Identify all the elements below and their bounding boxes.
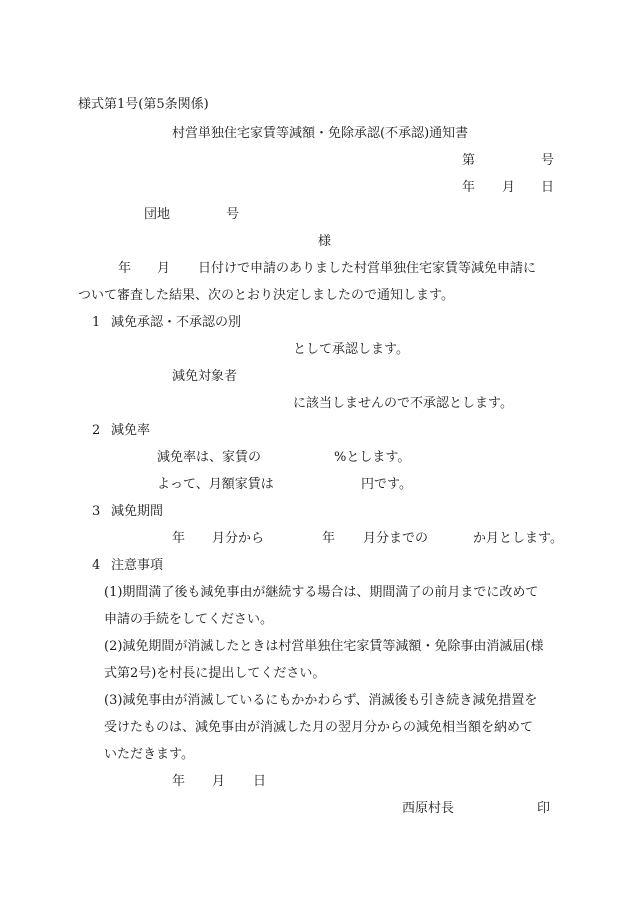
section2-number: 2 [92, 423, 101, 438]
footer-date-year: 年 [172, 774, 186, 789]
note3-line2: 受けたものは、減免事由が消滅した月の翌月分からの減免相当額を納めて [104, 720, 534, 735]
period-months: か月とします。 [473, 531, 563, 546]
section1-heading: 減免承認・不承認の別 [111, 315, 242, 330]
section1-rejected-text: に該当しませんので不承認とします。 [293, 396, 513, 411]
section4-heading: 注意事項 [111, 558, 164, 573]
rent-suffix: 円です。 [361, 477, 412, 492]
doc-number-prefix: 第 [462, 153, 476, 168]
intro-line2: ついて審査した結果、次のとおり決定しましたので通知します。 [78, 288, 454, 303]
note2-line2: 式第2号)を村長に提出してください。 [104, 666, 326, 681]
note1-line2: 申請の手続をしてください。 [104, 612, 274, 627]
rent-prefix: よって、月額家賃は [157, 477, 274, 492]
recipient-sama: 様 [318, 234, 332, 249]
section3-heading: 減免期間 [111, 504, 164, 519]
intro-line1: 日付けで申請のありました村営単独住宅家賃等減免申請に [198, 261, 537, 276]
document-title: 村営単独住宅家賃等減額・免除承認(不承認)通知書 [172, 126, 469, 141]
address-go: 号 [226, 207, 240, 222]
note3-line1: (3)減免事由が消滅しているにもかかわらず、消滅後も引き続き減免措置を [104, 693, 538, 708]
doc-date-month: 月 [502, 180, 516, 195]
period-year-start: 年 [172, 531, 186, 546]
rate-prefix: 減免率は、家賃の [157, 450, 262, 465]
mayor-name: 西原村長 [402, 801, 455, 816]
rate-suffix: %とします。 [334, 450, 411, 465]
doc-date-year: 年 [462, 180, 476, 195]
footer-date-month: 月 [212, 774, 226, 789]
doc-date-day: 日 [541, 180, 555, 195]
section1-target-label: 減免対象者 [172, 369, 238, 384]
form-label: 様式第1号(第5条関係) [78, 97, 209, 112]
period-year-end: 年 [322, 531, 336, 546]
intro-month: 月 [157, 261, 171, 276]
section3-number: 3 [92, 504, 101, 519]
section1-number: 1 [92, 315, 101, 330]
note1-line1: (1)期間満了後も減免事由が継続する場合は、期間満了の前月までに改めて [104, 585, 539, 600]
section1-approved-text: として承認します。 [293, 342, 409, 357]
note2-line1: (2)減免期間が消滅したときは村営単独住宅家賃等減額・免除事由消滅届(様 [104, 639, 544, 654]
footer-date-day: 日 [253, 774, 267, 789]
doc-number-suffix: 号 [541, 153, 555, 168]
seal-mark: 印 [537, 801, 551, 816]
intro-year: 年 [118, 261, 132, 276]
period-until: 月分までの [363, 531, 429, 546]
note3-line3: いただきます。 [104, 747, 194, 762]
section2-heading: 減免率 [111, 423, 151, 438]
address-danchi: 団地 [144, 207, 171, 222]
section4-number: 4 [92, 558, 101, 573]
period-from: 月分から [212, 531, 265, 546]
